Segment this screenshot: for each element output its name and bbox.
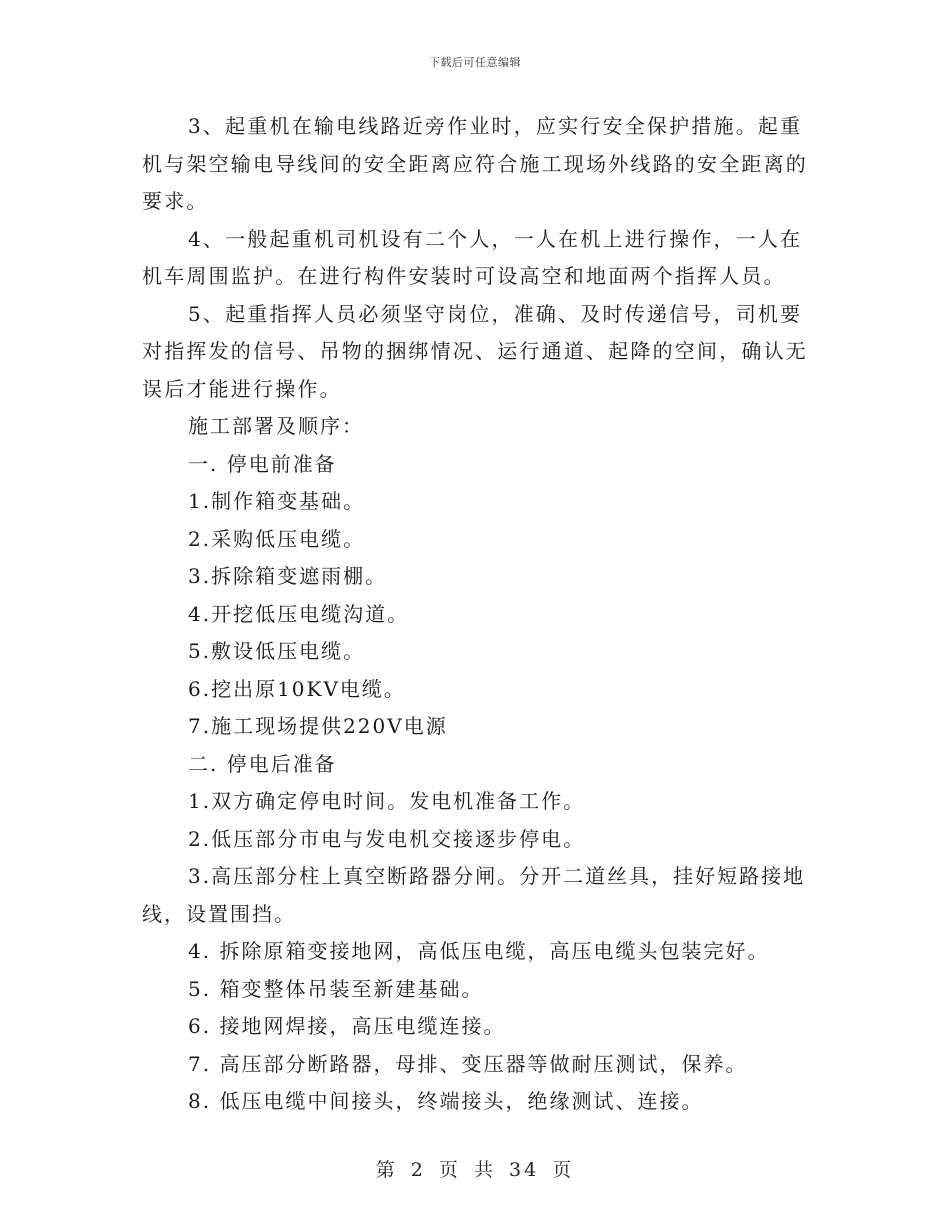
list-item: 6.挖出原10KV电缆。: [188, 676, 406, 701]
list-item: 4.开挖低压电缆沟道。: [188, 601, 410, 626]
list-item: 2.低压部分市电与发电机交接逐步停电。: [188, 826, 586, 851]
after-outage-title: 二. 停电后准备: [188, 751, 337, 776]
list-item: 5.敷设低压电缆。: [188, 639, 366, 663]
list-item: 6. 接地网焊接，高压电缆连接。: [188, 1014, 506, 1038]
page-header: 下载后可任意编辑: [429, 56, 521, 69]
page-number-footer: 第 2 页 共 34 页: [375, 1159, 575, 1181]
before-outage-title: 一. 停电前准备: [188, 451, 337, 476]
document-body: [142, 108, 808, 1121]
paragraph-signal-commander: 5、起重指挥人员必须坚守岗位，准确、及时传递信号，司机要对指挥发的信号、吊物的捆绑情况、运行通道、起降的空间，确认无误后才能进行操作。: [142, 301, 808, 401]
paragraph-crane-operators: 4、一般起重机司机设有二个人，一人在机上进行操作，一人在机车周围监护。在进行构件安装时可设高空和地面两个指挥人员。: [142, 226, 803, 288]
list-item: 7.施工现场提供220V电源: [188, 714, 448, 738]
list-item: 7. 高压部分断路器，母排、变压器等做耐压测试，保养。: [188, 1051, 748, 1076]
list-item: 3.高压部分柱上真空断路器分闸。分开二道丝具，挂好短路接地线，设置围挡。: [142, 864, 806, 926]
section-title: 施工部署及顺序：: [188, 414, 364, 438]
list-item: 3.拆除箱变遮雨棚。: [188, 564, 388, 588]
list-item: 1.制作箱变基础。: [188, 489, 366, 513]
list-item: 8. 低压电缆中间接头，终端接头，绝缘测试、连接。: [188, 1089, 704, 1113]
paragraph-crane-power-line: 3、起重机在输电线路近旁作业时，应实行安全保护措施。起重机与架空输电导线间的安全距离应符合施工现场外线路的安全距离的要求。: [142, 114, 808, 213]
list-item: 5. 箱变整体吊装至新建基础。: [188, 976, 484, 1001]
list-item: 1.双方确定停电时间。发电机准备工作。: [188, 789, 586, 813]
list-item: 2.采购低压电缆。: [188, 526, 366, 551]
list-item: 4. 拆除原箱变接地网，高低压电缆，高压电缆头包装完好。: [188, 939, 770, 963]
